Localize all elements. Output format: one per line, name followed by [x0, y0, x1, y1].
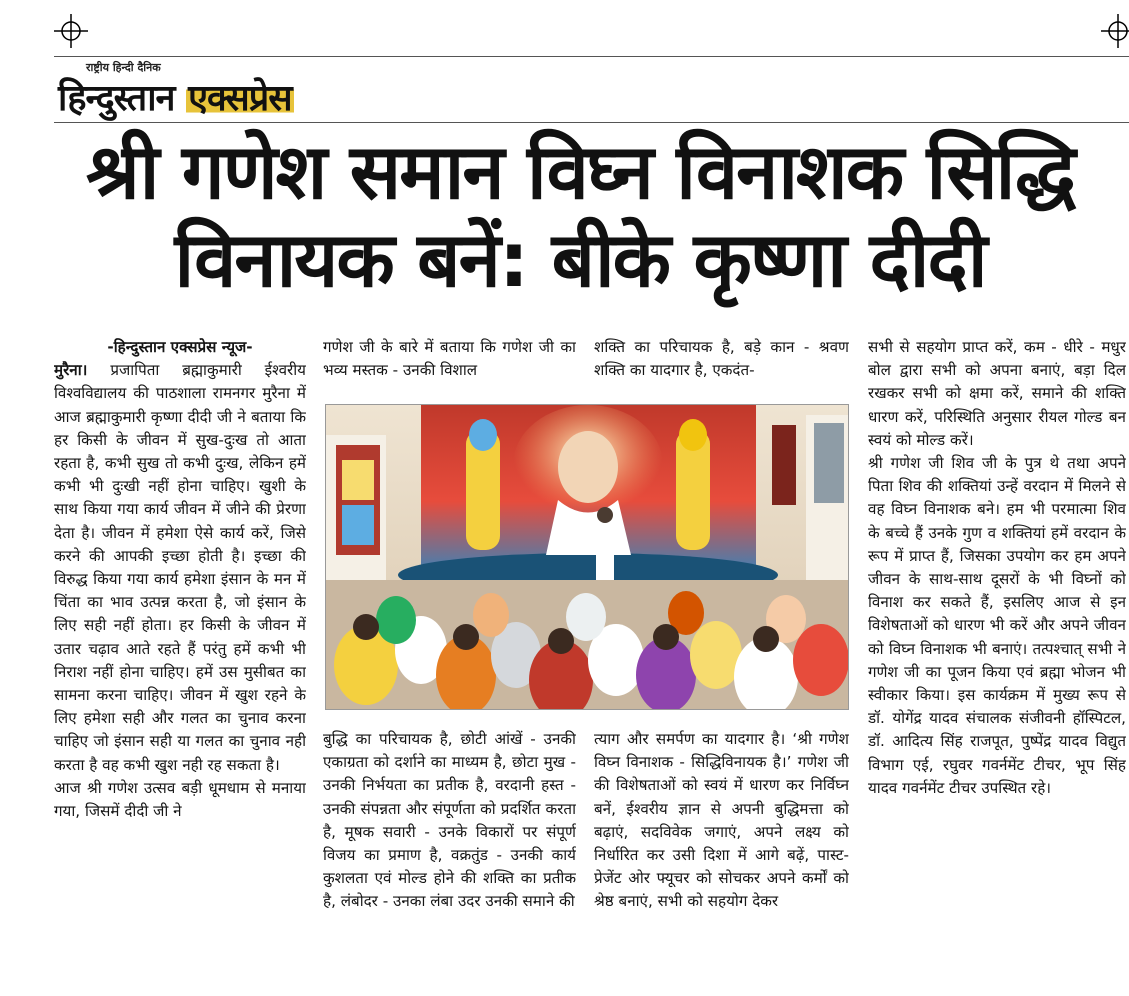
- byline: -हिन्दुस्तान एक्सप्रेस न्यूज-: [107, 338, 253, 356]
- event-photo-illustration: [326, 405, 848, 709]
- masthead-tagline: राष्ट्रीय हिन्दी दैनिक: [86, 61, 161, 74]
- column-4-paragraph-1: सभी से सहयोग प्राप्त करें, कम - धीरे - मधुर बोल द्वारा सभी को अपना बनाएं, बड़ा दिल रखकर सभी को क्षमा करें, समाने की शक्ति धारण करें, परिस्थिति अनुसार रीयल गोल्ड बन स्वयं को मोल्ड करें।: [868, 338, 1126, 449]
- column-3-top-text: शक्ति का परिचायक है, बड़े कान - श्रवण शक्ति का यादगार है, एकदंत-: [594, 338, 849, 380]
- headline-line-1: श्री गणेश समान विघ्न विनाशक सिद्धि: [85, 127, 1074, 216]
- column-3-bottom-text: त्याग और समर्पण का यादगार है। ‘श्री गणेश विघ्न विनाशक - सिद्धिविनायक है।’ गणेश जी की विशेषताओं को स्वयं में धारण कर निर्विघ्न बनें, ईश्वरीय ज्ञान से अपनी बुद्धिमत्ता को बढ़ाएं, सदविवेक जगाएं, अपने लक्ष्य को निर्धारित कर उसी दिशा में आगे बढ़ें, पास्ट- प्रेजेंट ओर फ्यूचर को सोचकर अपने कर्मों को श्रेष्ठ बनाएं, सभी को सहयोग देकर: [594, 730, 849, 911]
- logo-word-express: एक्सप्रेस: [188, 77, 292, 119]
- masthead-rule-top: [54, 56, 1129, 57]
- masthead: [58, 58, 418, 120]
- masthead-rule-bottom: [54, 122, 1129, 123]
- registration-mark-left: [54, 14, 88, 48]
- column-2-top-text: गणेश जी के बारे में बताया कि गणेश जी का भव्य मस्तक - उनकी विशाल: [323, 338, 576, 380]
- column-4-paragraph-2: श्री गणेश जी शिव जी के पुत्र थे तथा अपने पिता शिव की शक्तियां उन्हें वरदान में मिलने से वह विघ्न विनाशक बने। हम भी परमात्मा शिव के बच्चे हैं उनके गुण व शक्तियां हमें वरदान के रूप में प्राप्त हैं, जिसका उपयोग कर हम अपने जीवन के साथ-साथ दूसरों के भी विघ्नों को विनाश कर सकते हैं, इसलिए आज से इन विशेषताओं को धारण भी करें और अपने जीवन को विघ्न विनाशक भी बनाएं। तत्पश्चात् सभी ने गणेश जी का पूजन किया एवं ब्रह्मा भोजन भी स्वीकार किया। इस कार्यक्रम में मुख्य रूप से डॉ. योगेंद्र यादव संचालक संजीवनी हॉस्पिटल, डॉ. आदित्य सिंह राजपूत, पुष्पेंद्र यादव विद्युत विभाग एई, रघुवर गवर्नमेंट टीचर, भूप सिंह यादव गवर्नमेंट टीचर उपस्थित रहे।: [868, 454, 1126, 797]
- dateline: मुरैना।: [54, 361, 88, 380]
- article-paragraph-1: [54, 359, 306, 777]
- newspaper-logo: [58, 72, 294, 121]
- article-paragraph-1-text: प्रजापिता ब्रह्माकुमारी ईश्वरीय विश्वविद्यालय की पाठशाला रामनगर मुरैना में आज ब्रह्माकुमारी कृष्णा दीदी जी ने बताया कि हर किसी के जीवन में सुख-दुःख तो आता रहता है, कभी सुख तो कभी दुःख, लेकिन हमें कभी भी दुःखी नहीं होना चाहिए। खुशी के साथ किया गया कार्य जीवन में जीने की प्रेरणा देता है। जीवन में हमेशा ऐसे कार्य करें, जिसे करने की आपकी इच्छा होती है। इच्छा की विरुद्ध किया गया कार्य हमेशा इंसान के मन में चिंता का भाव उत्पन्न करता है, जो इंसान के लिए सही नहीं होता। हर किसी के जीवन में उतार चढ़ाव आते रहते हैं परंतु हमें कभी भी निराश नहीं होना चाहिए। हमें उस मुसीबत का सामना करना चाहिए। जीवन में खुश रहने के लिए हमेशा सही और गलत का चुनाव करना चाहिए जो इंसान सही या गलत का चुनाव नही करता है वह कभी खुश नही रह सकता है।: [54, 361, 306, 774]
- column-2-bottom-text: बुद्धि का परिचायक है, छोटी आंखें - उनकी एकाग्रता को दर्शाने का माध्यम है, छोटा मुख - उनकी निर्भयता का प्रतीक है, वरदानी हस्त - उनकी संपन्नता और संपूर्णता को प्रदर्शित करता है, मूषक सवारी - उनके विकारों पर संपूर्ण विजय का प्रमाण है, वक्रतुंड - उनकी कार्य कुशलता एवं मोल्ड होने की शक्ति का प्रतीक है, लंबोदर - उनका लंबा उदर उनकी समाने की: [323, 730, 576, 911]
- article-column-1: [54, 336, 306, 986]
- headline: [40, 128, 1120, 304]
- event-photo: [325, 404, 849, 710]
- headline-line-2: विनायक बनें: बीके कृष्णा दीदी: [174, 215, 986, 304]
- registration-mark-right: [1101, 14, 1129, 48]
- article-column-4: [868, 336, 1126, 986]
- article-paragraph-2: आज श्री गणेश उत्सव बड़ी धूमधाम से मनाया गया, जिसमें दीदी जी ने: [54, 778, 306, 821]
- article-column-3-top: [594, 336, 849, 396]
- article-column-2-bottom: [323, 728, 576, 986]
- article-column-3-bottom: [594, 728, 849, 986]
- logo-word-hindustan: हिन्दुस्तान: [58, 77, 175, 119]
- article-column-2-top: [323, 336, 576, 396]
